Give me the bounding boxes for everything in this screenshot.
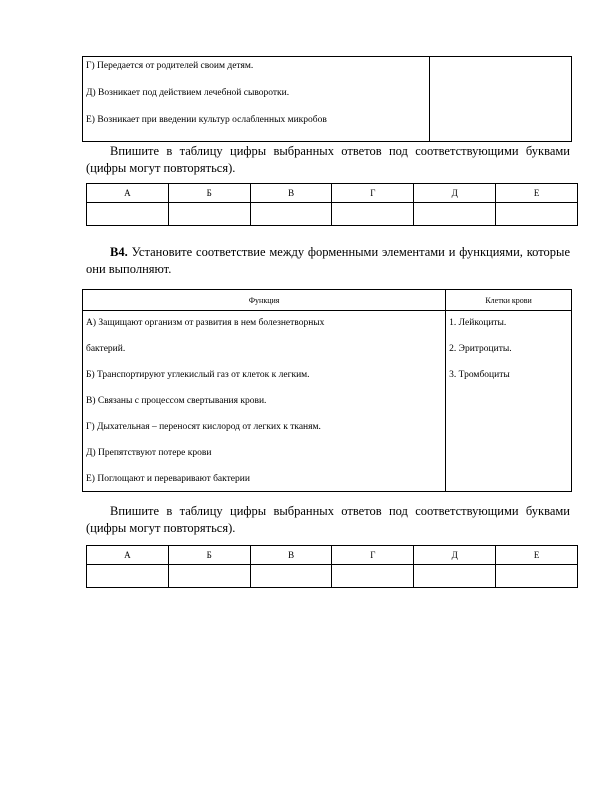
grid2-answer-e[interactable] <box>496 565 578 588</box>
empty-cell <box>430 57 572 142</box>
function-d: Д) Препятствуют потере крови <box>86 448 212 458</box>
function-e: Е) Поглощают и переваривают бактерии <box>86 474 250 484</box>
grid1-header-b: Б <box>168 184 250 203</box>
cell-1: 1. Лейкоциты. <box>449 318 507 328</box>
grid1-answer-v[interactable] <box>250 203 332 226</box>
cell-2: 2. Эритроциты. <box>449 344 512 354</box>
functions-cell <box>83 311 446 492</box>
grid2-header-g: Г <box>332 546 414 565</box>
option-e: Е) Возникает при введении культур ослабленных микробов <box>86 115 327 125</box>
grid1-header-a: А <box>87 184 169 203</box>
grid2-header-b: Б <box>168 546 250 565</box>
grid1-answer-e[interactable] <box>496 203 578 226</box>
option-g: Г) Передается от родителей своим детям. <box>86 61 254 71</box>
answer-grid-1 <box>86 183 578 226</box>
header-functions: Функция <box>83 290 446 311</box>
grid1-answer-b[interactable] <box>168 203 250 226</box>
grid2-header-d: Д <box>414 546 496 565</box>
grid1-header-e: Е <box>496 184 578 203</box>
function-a: А) Защищают организм от развития в нем болезнетворных <box>86 318 325 328</box>
grid2-answer-b[interactable] <box>168 565 250 588</box>
grid1-answer-a[interactable] <box>87 203 169 226</box>
cells-cell <box>446 311 572 492</box>
question-b4 <box>86 244 570 278</box>
grid2-answer-g[interactable] <box>332 565 414 588</box>
grid1-answer-g[interactable] <box>332 203 414 226</box>
grid2-header-v: В <box>250 546 332 565</box>
grid2-answer-a[interactable] <box>87 565 169 588</box>
instruction-text-1: Впишите в таблицу цифры выбранных ответов под соответствующими буквами (цифры могут повторяться). <box>86 144 570 175</box>
grid1-answer-d[interactable] <box>414 203 496 226</box>
grid2-header-e: Е <box>496 546 578 565</box>
option-d: Д) Возникает под действием лечебной сыворотки. <box>86 88 290 98</box>
options-cell <box>83 57 430 142</box>
grid2-answer-d[interactable] <box>414 565 496 588</box>
matching-table <box>82 289 572 492</box>
header-blood-cells: Клетки крови <box>446 290 572 311</box>
grid1-header-d: Д <box>414 184 496 203</box>
function-b: Б) Транспортируют углекислый газ от клеток к легким. <box>86 370 310 380</box>
cell-3: 3. Тромбоциты <box>449 370 510 380</box>
function-a-cont: бактерий. <box>86 344 126 354</box>
function-g: Г) Дыхательная – переносят кислород от легких к тканям. <box>86 422 321 432</box>
grid1-header-v: В <box>250 184 332 203</box>
question-text: Установите соответствие между форменными элементами и функциями, которые они выполняют. <box>86 245 570 276</box>
grid1-header-g: Г <box>332 184 414 203</box>
instruction-text-2: Впишите в таблицу цифры выбранных ответов под соответствующими буквами (цифры могут повторяться). <box>86 504 570 535</box>
grid2-answer-v[interactable] <box>250 565 332 588</box>
function-v: В) Связаны с процессом свертывания крови. <box>86 396 267 406</box>
answer-options-table-top <box>82 56 572 142</box>
grid2-header-a: А <box>87 546 169 565</box>
question-number: В4. <box>110 245 128 259</box>
answer-grid-2 <box>86 545 578 588</box>
